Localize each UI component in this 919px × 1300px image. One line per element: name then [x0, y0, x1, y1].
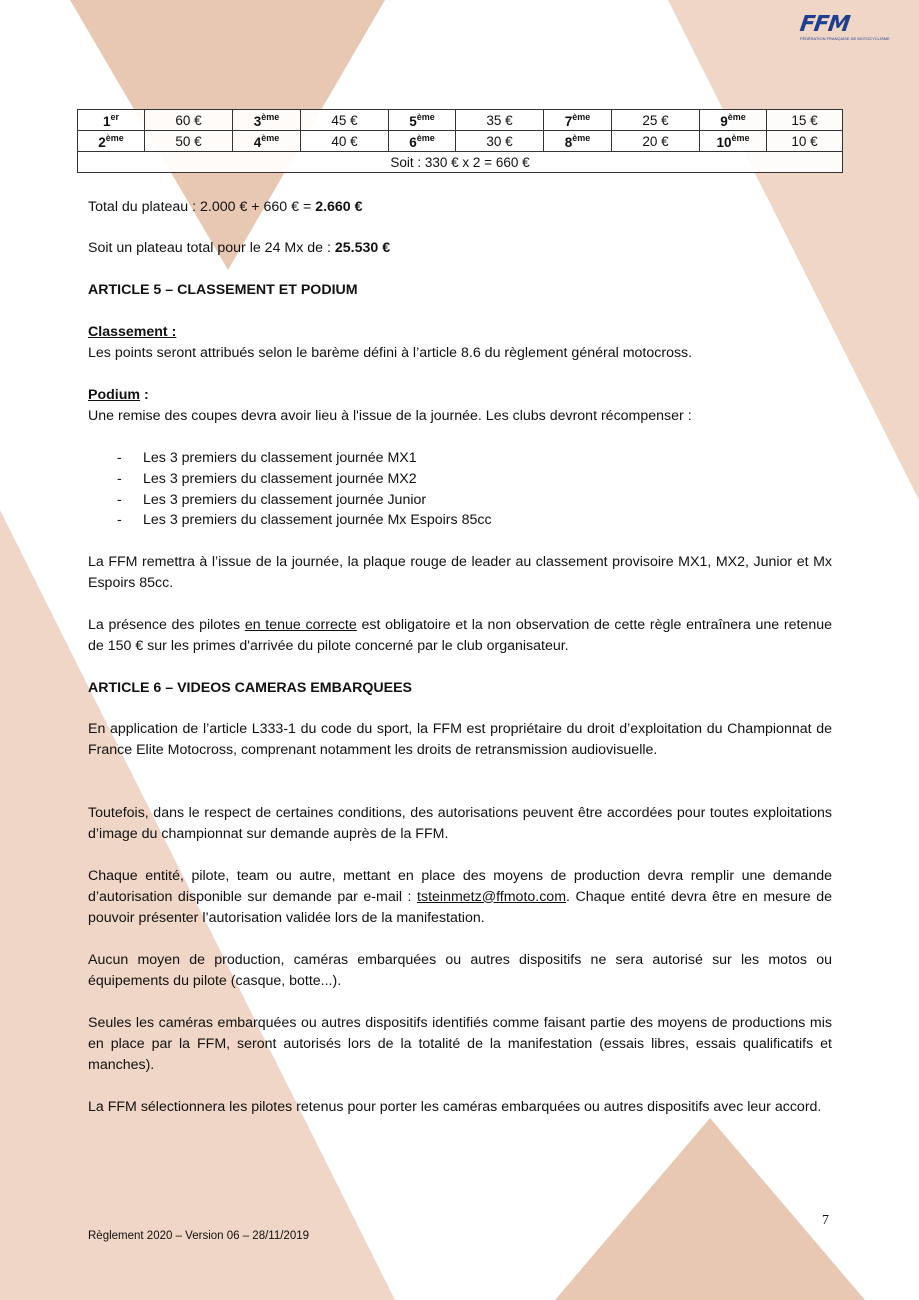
rank-cell: 8ème	[544, 131, 612, 152]
list-item: - Les 3 premiers du classement journée MX1	[117, 450, 417, 466]
amount-cell: 25 €	[612, 110, 700, 131]
amount-cell: 35 €	[456, 110, 544, 131]
list-item: - Les 3 premiers du classement journée Mx Espoirs 85cc	[117, 512, 492, 529]
rank-cell: 2ème	[78, 131, 145, 152]
rank-cell: 7ème	[544, 110, 612, 131]
article6-paragraph: En application de l’article L333-1 du code du sport, la FFM est propriétaire du droit d’exploitation du Championnat de France Elite Motocross, comprenant notamment les droits de retransmission audiovisuelle.	[88, 721, 832, 758]
article5-title: ARTICLE 5 – CLASSEMENT ET PODIUM	[88, 282, 358, 298]
amount-cell: 60 €	[145, 110, 233, 131]
article6-paragraph: Toutefois, dans le respect de certaines conditions, des autorisations peuvent être accordées pour toutes exploitations d’image du championnat sur demande auprès de la FFM.	[88, 805, 832, 842]
classement-text: Les points seront attribués selon le barème défini à l’article 8.6 du règlement général motocross.	[88, 344, 693, 361]
table-total: Soit : 330 € x 2 = 660 €	[78, 152, 843, 173]
amount-cell: 30 €	[456, 131, 544, 152]
footer: Règlement 2020 – Version 06 – 28/11/2019	[88, 1230, 310, 1242]
plateau-total: Soit un plateau total pour le 24 Mx de : 25.530 €	[88, 240, 391, 256]
classement-heading: Classement :	[88, 324, 177, 340]
amount-cell: 15 €	[767, 110, 843, 131]
table-row	[78, 131, 843, 152]
article6-title: ARTICLE 6 – VIDEOS CAMERAS EMBARQUEES	[88, 680, 412, 696]
rank-cell: 9ème	[700, 110, 767, 131]
amount-cell: 40 €	[301, 131, 389, 152]
logo-text: FFM	[798, 12, 851, 37]
table-row	[78, 152, 843, 173]
amount-cell: 45 €	[301, 110, 389, 131]
article6-paragraph: Chaque entité, pilote, team ou autre, mettant en place des moyens de production devra remplir une demande d’autorisation disponible sur demande par e-mail : tsteinmetz@ffmoto.com. Chaque entité devra être en mesure de pouvoir présenter l’autorisation validée lors de la manifestation.	[88, 868, 832, 926]
article6-paragraph: Aucun moyen de production, caméras embarquées ou autres dispositifs ne sera autorisé sur les motos ou équipements du pilote (casque, botte...).	[88, 952, 832, 989]
list-item: - Les 3 premiers du classement journée MX2	[117, 470, 417, 487]
table-row	[78, 110, 843, 131]
rank-cell: 1er	[78, 110, 145, 131]
list-item: - Les 3 premiers du classement journée Junior	[117, 491, 427, 508]
classement-section	[88, 322, 832, 364]
podium-heading: Podium :	[88, 387, 149, 403]
article6-paragraph: La FFM sélectionnera les pilotes retenus pour porter les caméras embarquées ou autres dispositifs avec leur accord.	[88, 1099, 822, 1115]
rank-cell: 10ème	[700, 131, 767, 152]
podium-list	[117, 448, 492, 531]
total-plateau: Total du plateau : 2.000 € + 660 € = 2.660 €	[88, 199, 363, 215]
article6-paragraph: Seules les caméras embarquées ou autres dispositifs identifiés comme faisant partie des moyens de productions mis en place par la FFM, seront autorisés lors de la totalité de la manifestation (essais libres, essais qualificatifs et manches).	[88, 1015, 832, 1073]
amount-cell: 10 €	[767, 131, 843, 152]
page-number: 7	[822, 1213, 829, 1228]
prize-table	[77, 109, 843, 173]
amount-cell: 20 €	[612, 131, 700, 152]
podium-text: Une remise des coupes devra avoir lieu à l'issue de la journée. Les clubs devront récompenser :	[88, 407, 692, 424]
logo-subtitle: FÉDÉRATION FRANÇAISE DE MOTOCYCLISME	[800, 36, 890, 41]
tenue-paragraph: La présence des pilotes en tenue correcte est obligatoire et la non observation de cette règle entraînera une retenue de 150 € sur les primes d'arrivée du pilote concerné par le club organisateur.	[88, 617, 832, 654]
rank-cell: 3ème	[233, 110, 301, 131]
rank-cell: 6ème	[389, 131, 456, 152]
amount-cell: 50 €	[145, 131, 233, 152]
email-link[interactable]: tsteinmetz@ffmoto.com	[417, 888, 567, 905]
rank-cell: 4ème	[233, 131, 301, 152]
rank-cell: 5ème	[389, 110, 456, 131]
leader-paragraph: La FFM remettra à l’issue de la journée, la plaque rouge de leader au classement provisoire MX1, MX2, Junior et Mx Espoirs 85cc.	[88, 554, 832, 591]
ffm-logo	[798, 12, 890, 41]
podium-section	[88, 385, 832, 427]
